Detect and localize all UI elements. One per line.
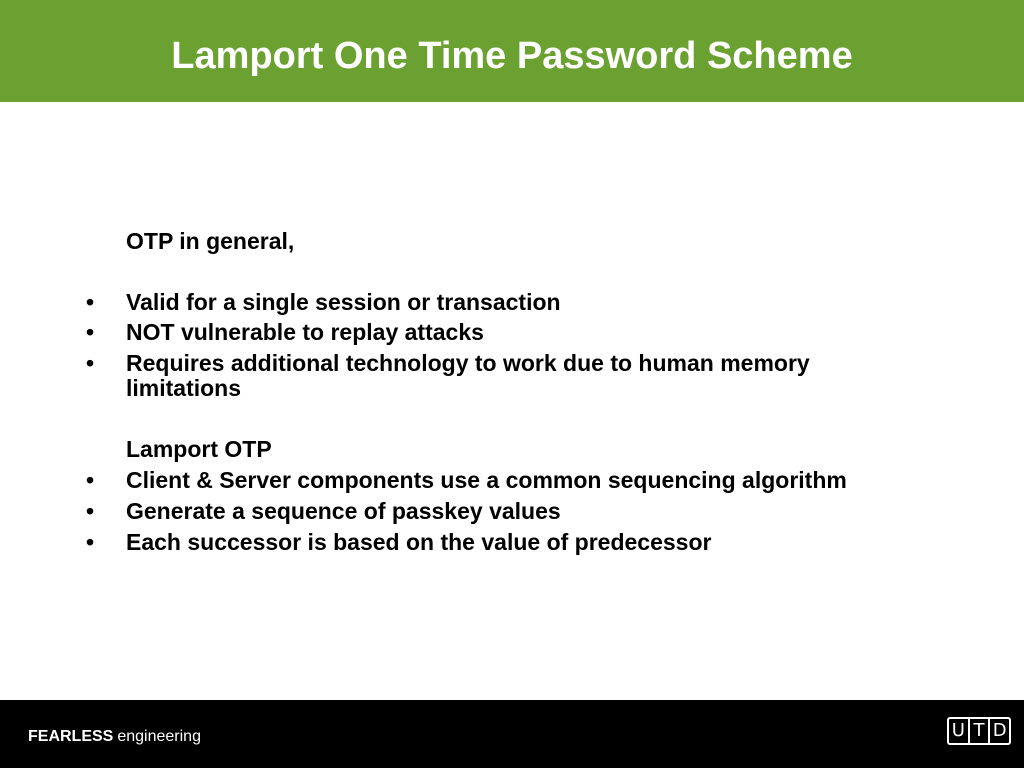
bullet-dot: • — [86, 467, 95, 493]
bullet-text: Client & Server components use a common sequencing algorithm — [126, 467, 847, 493]
slide-title: Lamport One Time Password Scheme — [171, 35, 853, 77]
bullet-dot: • — [86, 529, 95, 555]
bullet-text: NOT vulnerable to replay attacks — [126, 319, 484, 345]
bullet-text-continuation: limitations — [126, 375, 242, 401]
bullet-item — [86, 289, 561, 315]
bullet-text: Valid for a single session or transaction — [126, 289, 561, 315]
logo-letter: D — [988, 719, 1009, 743]
title-bar — [0, 0, 1024, 102]
bullet-text: Requires additional technology to work due to human memory — [126, 350, 810, 376]
section-heading-otp-general: OTP in general, — [126, 228, 295, 254]
bullet-item — [86, 529, 712, 555]
footer-brand-bold: FEARLESS — [28, 728, 114, 745]
logo-letter: U — [951, 720, 965, 741]
bullet-item — [86, 319, 484, 345]
bullet-dot: • — [86, 350, 95, 376]
footer-bar — [0, 700, 1024, 768]
footer-brand-light: engineering — [117, 728, 201, 745]
bullet-text: Generate a sequence of passkey values — [126, 498, 561, 524]
footer-brand — [28, 727, 201, 747]
bullet-item — [86, 498, 561, 524]
section-heading-lamport-otp: Lamport OTP — [126, 436, 272, 462]
bullet-dot: • — [86, 319, 95, 345]
bullet-text: Each successor is based on the value of predecessor — [126, 529, 712, 555]
logo-letter: T — [968, 719, 989, 743]
utd-logo-icon — [947, 717, 1011, 745]
bullet-dot: • — [86, 498, 95, 524]
bullet-item — [86, 350, 810, 376]
bullet-item — [86, 467, 847, 493]
bullet-dot: • — [86, 289, 95, 315]
